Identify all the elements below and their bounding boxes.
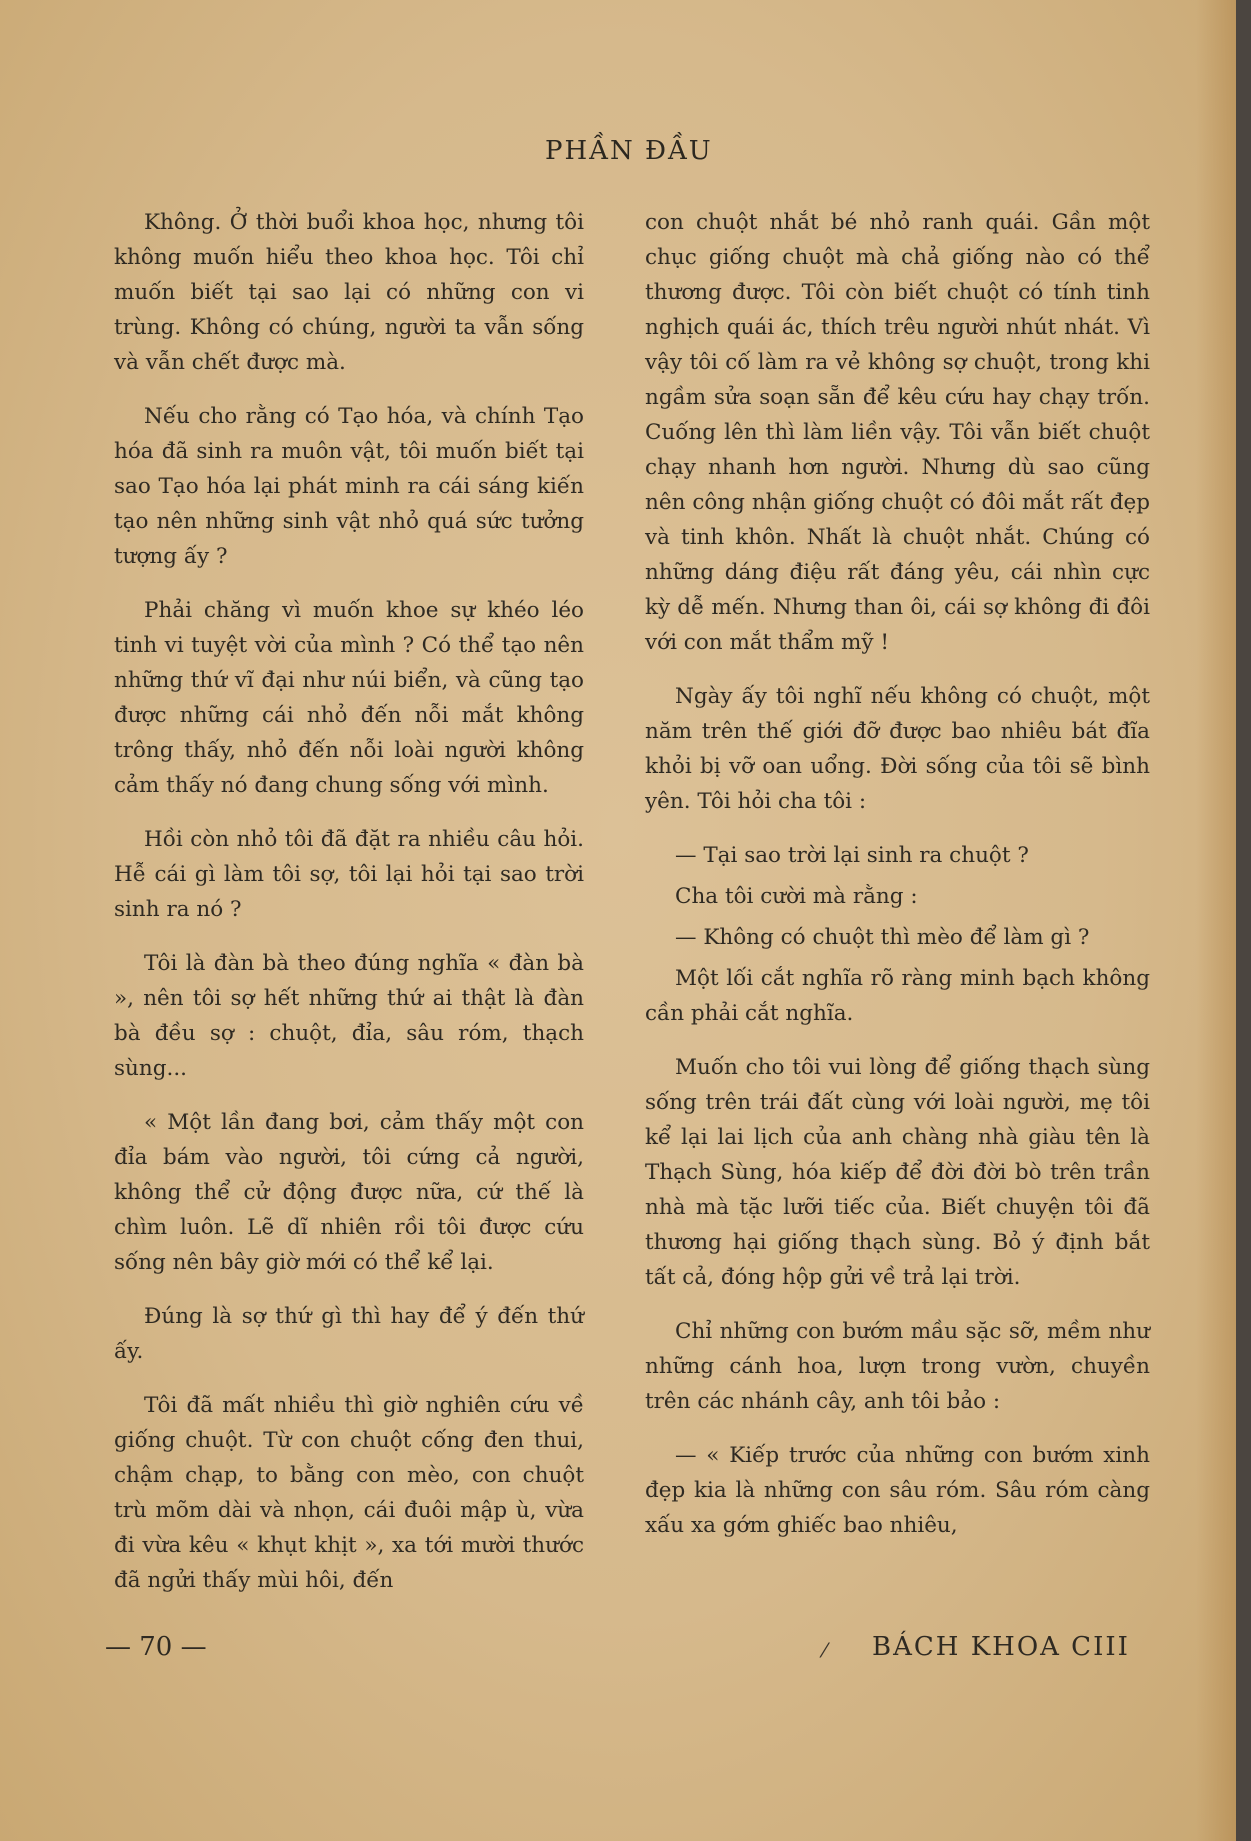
paragraph: Tôi là đàn bà theo đúng nghĩa « đàn bà », nên tôi sợ hết những thứ ai thật là đàn bà đều sợ : chuột, đỉa, sâu róm, thạch sùng...: [114, 951, 584, 1081]
paragraph: « Một lần đang bơi, cảm thấy một con đỉa bám vào người, tôi cứng cả người, không thể cử động được nữa, cứ thế là chìm luôn. Lẽ dĩ nhiên rồi tôi được cứu sống nên bây giờ mới có thể kể lại.: [114, 1110, 584, 1275]
paragraph: Hồi còn nhỏ tôi đã đặt ra nhiều câu hỏi. Hễ cái gì làm tôi sợ, tôi lại hỏi tại sao trời sinh ra nó ?: [114, 827, 584, 922]
paragraph: Cha tôi cười mà rằng :: [675, 884, 918, 909]
page-number: — 70 —: [105, 1632, 207, 1662]
paragraph: Chỉ những con bướm mầu sặc sỡ, mềm như những cánh hoa, lượn trong vườn, chuyền trên các nhánh cây, anh tôi bảo :: [645, 1319, 1150, 1414]
paragraph: Nếu cho rằng có Tạo hóa, và chính Tạo hóa đã sinh ra muôn vật, tôi muốn biết tại sao Tạo hóa lại phát minh ra cái sáng kiến tạo nên những sinh vật nhỏ quá sức tưởng tượng ấy ?: [114, 404, 584, 569]
paragraph: Đúng là sợ thứ gì thì hay để ý đến thứ ấy.: [114, 1304, 584, 1364]
paragraph: Tôi đã mất nhiều thì giờ nghiên cứu về giống chuột. Từ con chuột cống đen thui, chậm chạp, to bằng con mèo, con chuột trù mõm dài và nhọn, cái đuôi mập ù, vừa đi vừa kêu « khụt khịt », xa tới mười thước đã ngửi thấy mùi hôi, đến: [114, 1393, 584, 1593]
left-column: [114, 205, 584, 1617]
paragraph: Muốn cho tôi vui lòng để giống thạch sùng sống trên trái đất cùng với loài người, mẹ tôi kể lại lai lịch của anh chàng nhà giàu tên là Thạch Sùng, hóa kiếp để đời đời bò trên trần nhà mà tặc lưỡi tiếc của. Biết chuyện tôi đã thương hại giống thạch sùng. Bỏ ý định bắt tất cả, đóng hộp gửi về trả lại trời.: [645, 1055, 1150, 1290]
dialogue-line: — Không có chuột thì mèo để làm gì ?: [675, 925, 1090, 950]
dialogue-line: — Tại sao trời lại sinh ra chuột ?: [675, 843, 1029, 868]
paragraph: Một lối cắt nghĩa rõ ràng minh bạch không cần phải cắt nghĩa.: [645, 966, 1150, 1026]
right-column: [645, 205, 1150, 1562]
publication-name: BÁCH KHOA CIII: [872, 1632, 1130, 1662]
dialogue-line: — « Kiếp trước của những con bướm xinh đẹp kia là những con sâu róm. Sâu róm càng xấu xa gớm ghiếc bao nhiêu,: [645, 1443, 1150, 1538]
pencil-mark-icon: ⁄: [823, 1638, 827, 1662]
section-header: PHẦN ĐẦU: [545, 136, 713, 166]
paragraph: Không. Ở thời buổi khoa học, nhưng tôi không muốn hiểu theo khoa học. Tôi chỉ muốn biết tại sao lại có những con vi trùng. Không có chúng, người ta vẫn sống và vẫn chết được mà.: [114, 210, 584, 375]
paragraph: Phải chăng vì muốn khoe sự khéo léo tinh vi tuyệt vời của mình ? Có thể tạo nên những thứ vĩ đại như núi biển, và cũng tạo được những cái nhỏ đến nỗi mắt không trông thấy, nhỏ đến nỗi loài người không cảm thấy nó đang chung sống với mình.: [114, 598, 584, 798]
paragraph: con chuột nhắt bé nhỏ ranh quái. Gần một chục giống chuột mà chả giống nào có thể thương được. Tôi còn biết chuột có tính tinh nghịch quái ác, thích trêu người nhút nhát. Vì vậy tôi cố làm ra vẻ không sợ chuột, trong khi ngầm sửa soạn sẵn để kêu cứu hay chạy trốn. Cuống lên thì làm liền vậy. Tôi vẫn biết chuột chạy nhanh hơn người. Nhưng dù sao cũng nên công nhận giống chuột có đôi mắt rất đẹp và tinh khôn. Nhất là chuột nhắt. Chúng có những dáng điệu rất đáng yêu, cái nhìn cực kỳ dễ mến. Nhưng than ôi, cái sợ không đi đôi với con mắt thẩm mỹ !: [645, 210, 1150, 655]
paragraph: Ngày ấy tôi nghĩ nếu không có chuột, một năm trên thế giới đỡ được bao nhiêu bát đĩa khỏi bị vỡ oan uổng. Đời sống của tôi sẽ bình yên. Tôi hỏi cha tôi :: [645, 684, 1150, 814]
